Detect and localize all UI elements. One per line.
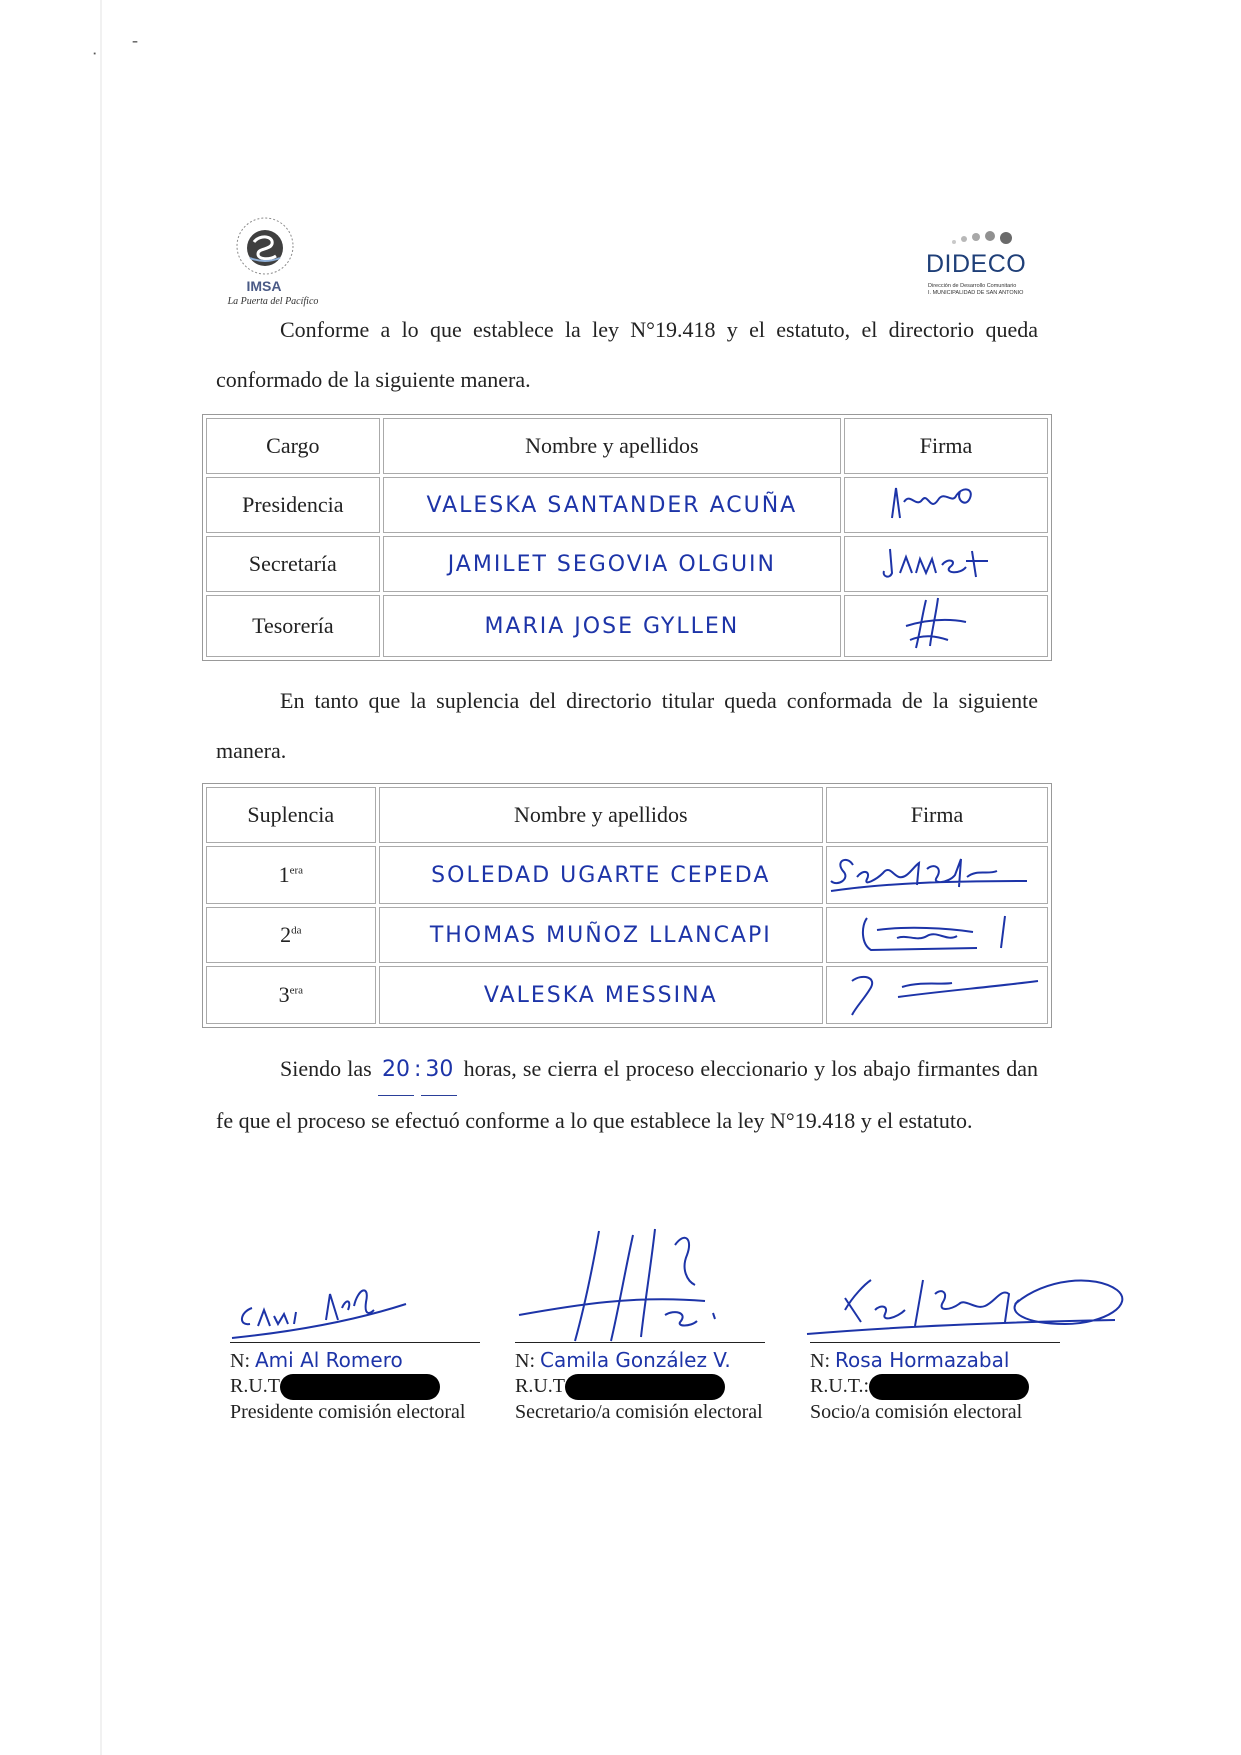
suplencia-number: 1 (278, 862, 290, 887)
signature-socio (805, 1270, 1135, 1340)
signature-scribble (886, 478, 1006, 526)
closing-paragraph (216, 1044, 1038, 1146)
cargo-cell: Tesorería (206, 595, 380, 657)
nombre-cell: MARIA JOSE GYLLEN (383, 595, 841, 657)
firma-cell (844, 477, 1048, 533)
closing-text-end: horas, se cierra el proceso eleccionario y los abajo firmantes dan fe que el proceso se efectuó conforme a lo que establece la ley N°19.418 y el estatuto. (216, 1056, 1039, 1133)
rut-label: R.U.T (515, 1375, 565, 1397)
signature-scribble (886, 596, 1006, 650)
signature-scribble (837, 908, 1037, 956)
directorio-table (202, 414, 1052, 661)
suplencia-order-cell (206, 907, 376, 963)
header-nombre: Nombre y apellidos (383, 418, 841, 474)
suplencia-suffix: era (289, 984, 303, 997)
dideco-dots-icon (948, 228, 1028, 250)
nombre-cell: VALESKA SANTANDER ACUÑA (383, 477, 841, 533)
imsa-logo-name: IMSA (246, 278, 282, 294)
nombre-cell: THOMAS MUÑOZ LLANCAPI (379, 907, 823, 963)
firma-cell (826, 966, 1048, 1024)
nombre-cell: JAMILET SEGOVIA OLGUIN (383, 536, 841, 592)
header-suplencia: Suplencia (206, 787, 376, 843)
rut-label: R.U.T (230, 1375, 280, 1397)
suplencia-order-cell (206, 966, 376, 1024)
name-label: N: (515, 1350, 535, 1372)
name-row (230, 1347, 490, 1373)
firma-cell (844, 595, 1048, 657)
firma-cell (826, 846, 1048, 904)
name-label: N: (810, 1350, 830, 1372)
signature-scribble (832, 967, 1042, 1017)
header-firma: Firma (844, 418, 1048, 474)
scan-speck: ᐧ (92, 44, 97, 64)
table-row (206, 846, 1048, 904)
signature-block-socio (810, 1342, 1070, 1425)
table-row (206, 966, 1048, 1024)
cargo-cell: Secretaría (206, 536, 380, 592)
minute-field: 30 (421, 1045, 457, 1096)
redaction-bar (565, 1374, 725, 1400)
name-label: N: (230, 1350, 250, 1372)
scan-speck: - (132, 30, 138, 50)
signature-block-secretario (515, 1342, 775, 1425)
dideco-logo-subtitle-2: I. MUNICIPALIDAD DE SAN ANTONIO (928, 290, 1024, 296)
closing-text-start: Siendo las (280, 1056, 372, 1081)
signature-line (810, 1342, 1060, 1343)
nombre-cell: VALESKA MESSINA (379, 966, 823, 1024)
rut-row (810, 1373, 1070, 1399)
imsa-logo-motto: La Puerta del Pacífico (227, 296, 319, 307)
role-label: Secretario/a comisión electoral (515, 1401, 763, 1423)
table-row (206, 536, 1048, 592)
table-header-row (206, 787, 1048, 843)
signature-secretario (515, 1225, 765, 1345)
header-firma: Firma (826, 787, 1048, 843)
table-row (206, 477, 1048, 533)
suplencia-paragraph (216, 676, 1038, 776)
firma-cell (826, 907, 1048, 963)
firma-cell (844, 536, 1048, 592)
signature-line (230, 1342, 480, 1343)
signer-name: Camila González V. (540, 1348, 731, 1372)
signature-scribble (876, 537, 1016, 585)
header-nombre: Nombre y apellidos (379, 787, 823, 843)
rut-row (230, 1373, 490, 1399)
cargo-cell: Presidencia (206, 477, 380, 533)
rut-row (515, 1373, 775, 1399)
dideco-logo-subtitle-1: Dirección de Desarrollo Comunitario (928, 283, 1017, 289)
hour-field: 20 (378, 1045, 414, 1096)
suplencia-order-cell (206, 846, 376, 904)
name-row (515, 1347, 775, 1373)
dideco-logo (920, 228, 1040, 308)
role-label: Presidente comisión electoral (230, 1401, 466, 1423)
scan-edge-shadow (100, 0, 102, 1755)
intro-paragraph-text: Conforme a lo que establece la ley N°19.418 y el estatuto, el directorio queda conformado de la siguiente manera. (216, 317, 1038, 392)
redaction-bar (280, 1374, 440, 1400)
suplencia-suffix: da (291, 924, 302, 937)
suplencia-table (202, 783, 1052, 1028)
header-cargo: Cargo (206, 418, 380, 474)
signature-presidente (230, 1280, 410, 1340)
signature-block-presidente (230, 1342, 490, 1425)
signature-line (515, 1342, 765, 1343)
signature-scribble (827, 847, 1047, 897)
rut-label: R.U.T.: (810, 1375, 870, 1397)
imsa-logo (212, 212, 332, 312)
intro-paragraph (216, 305, 1038, 405)
suplencia-paragraph-text: En tanto que la suplencia del directorio titular queda conformada de la siguiente manera. (216, 688, 1038, 763)
signer-name: Rosa Hormazabal (835, 1348, 1010, 1372)
table-header-row (206, 418, 1048, 474)
imsa-emblem-icon (230, 212, 300, 276)
suplencia-number: 2 (280, 922, 292, 947)
suplencia-number: 3 (278, 982, 290, 1007)
nombre-cell: SOLEDAD UGARTE CEPEDA (379, 846, 823, 904)
name-row (810, 1347, 1070, 1373)
table-row (206, 907, 1048, 963)
table-row (206, 595, 1048, 657)
redaction-bar (869, 1374, 1029, 1400)
time-separator: : (413, 1057, 422, 1082)
signer-name: Ami Al Romero (255, 1348, 403, 1372)
dideco-logo-name: DIDECO (926, 250, 1027, 278)
role-label: Socio/a comisión electoral (810, 1401, 1023, 1423)
suplencia-suffix: era (289, 864, 303, 877)
